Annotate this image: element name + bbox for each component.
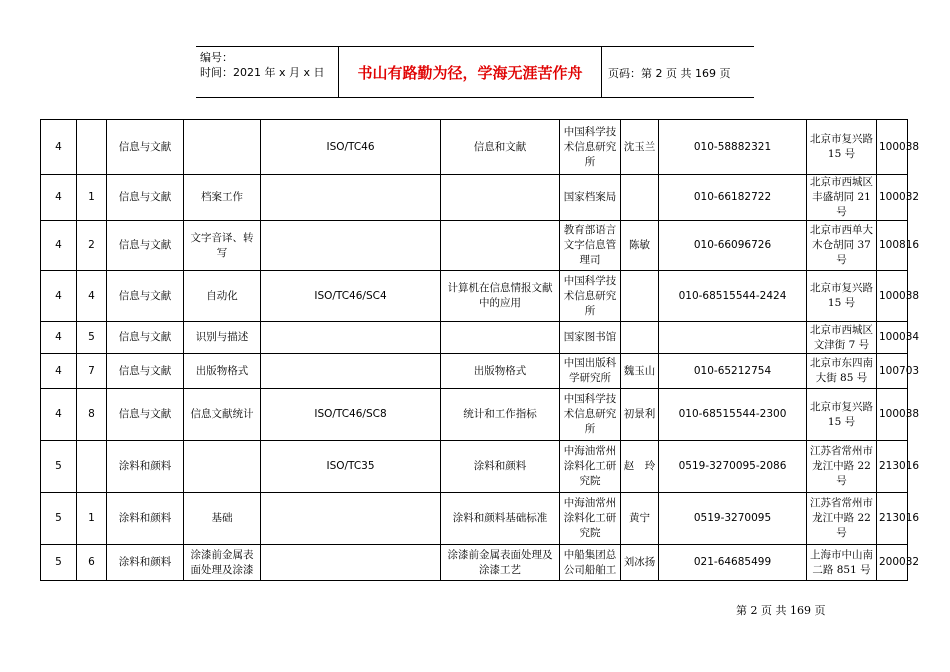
cell-field: 信息与文献 [107,354,184,389]
cell-address: 北京市复兴路15 号 [807,120,877,175]
cell-postcode: 100038 [877,389,908,441]
time-label: 时间：2021 年 x 月 x 日 [200,66,325,79]
cell-sub-no: 8 [77,389,107,441]
cell-subfield: 涂漆前金属表面处理及涂漆 [184,545,261,581]
cell-iso-tc [261,545,441,581]
cell-phone: 010-68515544-2424 [659,271,807,322]
cell-contact [621,271,659,322]
cell-org: 中海油常州涂料化工研究院 [560,441,621,493]
cell-org: 国家档案局 [560,175,621,221]
cell-sub-no: 1 [77,493,107,545]
cell-iso-name [441,322,560,354]
cell-address: 北京市复兴路15 号 [807,271,877,322]
cell-contact [621,322,659,354]
cell-iso-tc [261,322,441,354]
cell-sub-no: 2 [77,221,107,271]
cell-committee-no: 4 [41,354,77,389]
cell-org: 教育部语言文字信息管理司 [560,221,621,271]
cell-subfield: 文字音译、转写 [184,221,261,271]
table-row [41,271,908,322]
cell-subfield: 识别与描述 [184,322,261,354]
cell-postcode: 100703 [877,354,908,389]
cell-postcode: 100038 [877,120,908,175]
table-row [41,322,908,354]
cell-contact: 陈敏 [621,221,659,271]
cell-address: 北京市复兴路15 号 [807,389,877,441]
cell-iso-tc: ISO/TC46 [261,120,441,175]
table-row [41,221,908,271]
cell-iso-name: 涂料和颜料 [441,441,560,493]
cell-subfield: 信息文献统计 [184,389,261,441]
cell-phone: 010-58882321 [659,120,807,175]
cell-org: 中海油常州涂料化工研究院 [560,493,621,545]
cell-postcode: 100038 [877,271,908,322]
cell-postcode: 100034 [877,322,908,354]
cell-org: 中国科学技术信息研究所 [560,271,621,322]
cell-sub-no: 5 [77,322,107,354]
cell-iso-tc [261,354,441,389]
header-motto: 书山有路勤为径，学海无涯苦作舟 [338,47,602,97]
cell-subfield: 基础 [184,493,261,545]
cell-org: 国家图书馆 [560,322,621,354]
document-header [196,46,754,98]
table-row [41,389,908,441]
cell-committee-no: 4 [41,120,77,175]
cell-committee-no: 4 [41,322,77,354]
page-info: 页码：第 2 页 共 169 页 [608,67,731,80]
cell-contact: 初景利 [621,389,659,441]
cell-committee-no: 4 [41,175,77,221]
cell-sub-no: 7 [77,354,107,389]
table-row [41,441,908,493]
cell-postcode: 100816 [877,221,908,271]
cell-iso-name: 计算机在信息情报文献中的应用 [441,271,560,322]
cell-sub-no [77,120,107,175]
cell-postcode: 213016 [877,493,908,545]
cell-committee-no: 5 [41,441,77,493]
cell-phone: 010-66096726 [659,221,807,271]
cell-iso-tc [261,175,441,221]
number-label: 编号： [200,51,233,64]
cell-iso-tc: ISO/TC46/SC4 [261,271,441,322]
cell-iso-name: 涂料和颜料基础标准 [441,493,560,545]
cell-iso-name [441,221,560,271]
cell-field: 信息与文献 [107,120,184,175]
cell-postcode: 100032 [877,175,908,221]
cell-phone: 0519-3270095-2086 [659,441,807,493]
cell-address: 江苏省常州市龙江中路 22 号 [807,441,877,493]
cell-iso-name: 统计和工作指标 [441,389,560,441]
cell-field: 信息与文献 [107,175,184,221]
cell-address: 北京市西单大木仓胡同 37 号 [807,221,877,271]
cell-field: 涂料和颜料 [107,545,184,581]
cell-address: 上海市中山南二路 851 号 [807,545,877,581]
cell-phone: 021-64685499 [659,545,807,581]
cell-org: 中国科学技术信息研究所 [560,389,621,441]
cell-iso-tc [261,221,441,271]
cell-field: 信息与文献 [107,271,184,322]
cell-field: 信息与文献 [107,322,184,354]
cell-address: 北京市西城区丰盛胡同 21 号 [807,175,877,221]
cell-iso-tc: ISO/TC35 [261,441,441,493]
cell-committee-no: 5 [41,493,77,545]
cell-subfield: 档案工作 [184,175,261,221]
cell-sub-no [77,441,107,493]
cell-field: 信息与文献 [107,389,184,441]
cell-subfield [184,441,261,493]
cell-iso-tc [261,493,441,545]
cell-org: 中船集团总公司船舶工 [560,545,621,581]
cell-sub-no: 6 [77,545,107,581]
cell-sub-no: 1 [77,175,107,221]
page-footer: 第 2 页 共 169 页 [736,604,826,617]
cell-field: 涂料和颜料 [107,441,184,493]
cell-sub-no: 4 [77,271,107,322]
cell-postcode: 200032 [877,545,908,581]
cell-phone: 010-65212754 [659,354,807,389]
cell-field: 涂料和颜料 [107,493,184,545]
cell-phone: 010-66182722 [659,175,807,221]
cell-subfield: 出版物格式 [184,354,261,389]
standards-table [40,119,920,581]
cell-field: 信息与文献 [107,221,184,271]
cell-committee-no: 4 [41,221,77,271]
cell-address: 江苏省常州市龙江中路 22 号 [807,493,877,545]
cell-iso-name: 涂漆前金属表面处理及涂漆工艺 [441,545,560,581]
cell-phone: 010-68515544-2300 [659,389,807,441]
cell-contact [621,175,659,221]
cell-committee-no: 4 [41,389,77,441]
cell-committee-no: 5 [41,545,77,581]
table-row [41,354,908,389]
cell-iso-name [441,175,560,221]
cell-org: 中国科学技术信息研究所 [560,120,621,175]
cell-contact: 赵 玲 [621,441,659,493]
table-row [41,120,908,175]
cell-iso-name: 信息和文献 [441,120,560,175]
cell-subfield: 自动化 [184,271,261,322]
table-row [41,175,908,221]
table-row [41,545,908,581]
cell-contact: 沈玉兰 [621,120,659,175]
cell-iso-tc: ISO/TC46/SC8 [261,389,441,441]
header-meta [200,50,325,80]
cell-iso-name: 出版物格式 [441,354,560,389]
cell-address: 北京市西城区文津街 7 号 [807,322,877,354]
cell-committee-no: 4 [41,271,77,322]
cell-contact: 魏玉山 [621,354,659,389]
cell-contact: 刘冰扬 [621,545,659,581]
cell-phone: 0519-3270095 [659,493,807,545]
cell-contact: 黄宁 [621,493,659,545]
cell-postcode: 213016 [877,441,908,493]
cell-phone [659,322,807,354]
table-row [41,493,908,545]
cell-address: 北京市东四南大街 85 号 [807,354,877,389]
cell-org: 中国出版科学研究所 [560,354,621,389]
cell-subfield [184,120,261,175]
